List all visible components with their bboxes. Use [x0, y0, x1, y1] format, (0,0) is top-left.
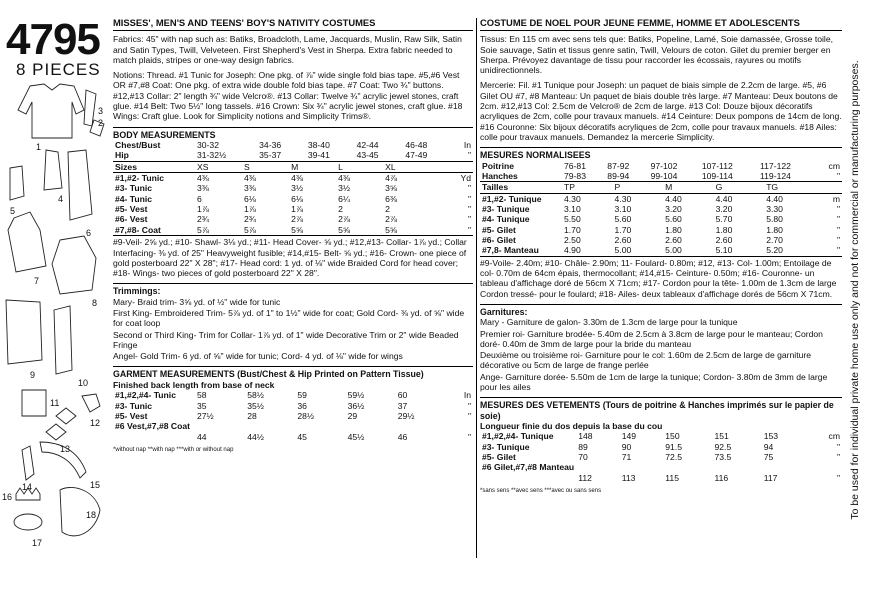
row-label: #5- Vest [115, 410, 148, 421]
unit-cell: " [467, 193, 471, 204]
table-cell: 5.70 [715, 214, 733, 225]
table-cell [576, 462, 620, 472]
table-cell: 3⅝ [385, 183, 398, 194]
row-label: #5- Gilet [482, 452, 516, 463]
table-cell: 148 [578, 431, 593, 442]
table-row [480, 462, 842, 472]
table-cell: 31-32½ [195, 150, 257, 161]
unit-cell: In [463, 390, 471, 401]
table-cell: 5⅝ [385, 224, 398, 235]
table-cell: 150 [665, 431, 680, 442]
piece-label-4: 4 [58, 194, 64, 204]
french-trim-angel: Ange- Garniture dorée- 5.50m de 1cm de large la tunique; Cordon- 3.80m de 3mm de large pour les ailes [480, 371, 828, 393]
table-cell: 2.60 [715, 235, 733, 246]
table-cell: 87-92 [607, 160, 630, 171]
column-divider [476, 18, 477, 558]
table-cell: 58 [197, 390, 207, 401]
table-row [480, 235, 842, 245]
piece-label-14: 14 [22, 482, 33, 492]
table-cell [663, 462, 712, 472]
french-trim-first-king: Premier roi- Garniture brodée- 5.40m de 2.5cm à 3.8cm de large pour le manteau; Cordon doré- 0.40m de 3mm de large pour la bride du manteau [480, 328, 823, 349]
row-label: #1,#2,#4- Tunic [115, 390, 176, 401]
table-row [480, 214, 842, 224]
french-trim-mary: Mary - Garniture de galon- 3.30m de 1.3cm de large pour la tunique [480, 317, 738, 328]
table-cell: 89-94 [605, 171, 648, 182]
french-trimmings-title: Garnitures: [480, 304, 842, 317]
table-cell: 151 [714, 431, 729, 442]
table-cell: 99-104 [649, 171, 700, 182]
table-cell: 5.60 [614, 214, 632, 225]
table-cell: 1.70 [614, 224, 632, 235]
size-cell: XL [383, 162, 430, 173]
table-cell: 2.50 [564, 235, 581, 246]
table-cell: 4.40 [715, 193, 733, 204]
table-cell: 28½ [297, 410, 315, 421]
table-cell: 70 [578, 452, 588, 463]
table-cell: 4⅞ [385, 172, 398, 183]
table-cell: 36 [297, 400, 307, 411]
table-cell: 42-44 [356, 140, 379, 151]
row-label: #7,#8- Coat [115, 224, 161, 235]
table-cell: 4.30 [564, 193, 581, 204]
row-label: #6- Gilet [482, 235, 516, 246]
table-cell: 5.80 [766, 214, 783, 225]
piece-collar-13b [82, 394, 100, 412]
table-cell [195, 421, 245, 431]
unit-cell: " [467, 431, 471, 442]
table-cell: 1⅞ [244, 204, 256, 215]
table-cell [762, 462, 806, 472]
table-cell: 2¾ [244, 214, 256, 225]
english-column [113, 18, 473, 455]
unit-cell: " [836, 203, 840, 214]
table-row [113, 432, 473, 442]
usage-notice-text: To be used for individual private home use only and not for commercial or manufacturing purposes. [849, 60, 861, 520]
piece-head-cover-11 [22, 390, 46, 416]
table-cell: 46 [397, 431, 408, 442]
row-label: Poitrine [482, 160, 514, 171]
table-cell: 35-37 [257, 150, 306, 161]
french-trimmings-list [480, 317, 842, 392]
piece-4 [44, 150, 62, 190]
row-label: #4- Tunique [482, 214, 530, 225]
table-cell: 91.5 [665, 441, 683, 452]
table-cell: 153 [763, 431, 779, 442]
unit-cell: " [836, 452, 840, 463]
piece-label-7: 7 [34, 276, 40, 286]
unit-cell: " [467, 214, 471, 225]
row-label: #3- Tunic [115, 400, 153, 411]
row-label: #5- Vest [115, 204, 148, 215]
table-cell: 5⅞ [244, 224, 256, 235]
english-title: MISSES', MEN'S AND TEENS' BOY'S NATIVITY COSTUMES [113, 18, 473, 31]
piece-label-6: 6 [86, 228, 92, 238]
row-label: #7,8- Manteau [482, 245, 539, 256]
table-cell: 117 [763, 472, 778, 483]
french-garment-table [480, 431, 842, 483]
unit-cell: " [467, 183, 471, 194]
table-cell: 35 [197, 400, 207, 411]
table-cell: 1⅞ [197, 204, 209, 215]
table-row [113, 204, 473, 214]
piece-coat-7 [8, 212, 46, 272]
table-cell: 76-81 [564, 160, 586, 171]
table-cell: 6⅜ [385, 193, 398, 204]
table-cell: 2⅞ [385, 214, 398, 225]
unit-cell: In [463, 140, 471, 151]
sizes-label: Tailles [480, 182, 562, 193]
table-cell [713, 462, 762, 472]
piece-label-5: 5 [10, 206, 16, 216]
size-cell: TP [562, 182, 613, 193]
french-extras: #9-Voile- 2.40m; #10- Châle- 2.90m; 11- Foulard- 0.80m; #12, #13- Col- 1.00m; Entoilage de col- 0.70m de 64cm épais, thermocollant; #14,#15- Ceinture- 0.50m; #16- Couronne- un tableau d'affichage doré de 56cm X 71cm; #17- Cordon pour la tête- 1.00m de 1.3cm de large Cordon tressé- pour le foulard; #18- Ailes- deux tableaux d'affichage dorés de 56cm X 71cm. [480, 256, 842, 299]
table-cell: 6⅛ [291, 193, 304, 204]
unit-cell: " [836, 235, 840, 246]
table-cell: 3⅜ [244, 183, 256, 194]
row-label: #3- Tunic [115, 183, 153, 194]
table-cell: 6⅛ [244, 193, 256, 204]
table-row [480, 431, 842, 441]
table-cell [620, 462, 664, 472]
table-cell: 5.00 [665, 245, 682, 256]
row-label: #6 Gilet,#7,#8 Manteau [482, 462, 575, 473]
table-cell [295, 421, 345, 431]
table-cell: 92.5 [714, 441, 732, 452]
piece-label-17: 17 [32, 538, 43, 548]
english-trimmings-title: Trimmings: [113, 283, 473, 296]
table-cell: 34-36 [259, 140, 282, 151]
table-row [113, 194, 473, 204]
piece-shawl-10 [54, 306, 72, 374]
english-footnote: *without nap **with nap ***with or without nap [113, 447, 234, 454]
row-label: #3- Tunique [482, 441, 530, 452]
table-cell: 3.30 [766, 203, 783, 214]
french-footnote: *sans sens **avec sens ***avec ou sans sens [480, 488, 602, 495]
table-cell: 36½ [347, 400, 365, 411]
table-cell: 75 [763, 452, 774, 463]
row-label [480, 473, 576, 483]
unit-cell [805, 462, 842, 472]
table-cell: 2 [385, 204, 390, 215]
english-trim-angel: Angel- Gold Trim- 6 yd. of ⅝" wide for tunic; Cord- 4 yd. of ⅛" wide for wings [113, 351, 403, 362]
table-cell: 59 [297, 390, 307, 401]
table-cell: 46-48 [405, 140, 428, 151]
unit-cell: " [467, 400, 471, 411]
table-cell: 113 [621, 472, 636, 483]
table-cell: 73.5 [714, 452, 732, 463]
table-cell: 2.60 [614, 235, 632, 246]
table-cell: 94 [763, 441, 774, 452]
french-fabrics: Tissus: En 115 cm avec sens tels que: Batiks, Popeline, Lamé, Soie damassée, Grosse toile, Soie sauvage, Satin et tissus genre satin, Twill, Velours de coton. Gilet du premier berger en Sherpa. Prévoyez davantage de tissu pour raccorder les écossais, rayures ou motifs unidirectionnels. [480, 34, 833, 76]
table-row [113, 172, 473, 183]
table-cell: 1.80 [665, 224, 682, 235]
piece-label-10: 10 [78, 378, 89, 388]
table-cell: 6 [197, 193, 202, 204]
table-cell: 2 [338, 204, 343, 215]
table-cell: 109-114 [700, 171, 758, 182]
table-cell: 5⅝ [291, 224, 304, 235]
table-row [113, 400, 473, 410]
table-cell: 107-112 [701, 160, 733, 171]
table-cell: 3⅜ [197, 183, 209, 194]
row-label: #4- Tunic [115, 193, 153, 204]
table-row [480, 204, 842, 214]
size-cell: TG [764, 182, 815, 193]
table-cell: 79-83 [562, 171, 605, 182]
unit-cell: " [467, 204, 471, 215]
unit-cell: " [467, 410, 471, 421]
row-label: Hip [113, 150, 195, 161]
table-cell: 5.60 [665, 214, 682, 225]
english-garment-table [113, 390, 473, 442]
french-garment-title: MESURES DES VETEMENTS (Tours de poitrine & Hanches imprimés sur le papier de soie) [480, 397, 842, 421]
piece-veil-9 [6, 300, 42, 364]
row-label: Chest/Bust [115, 140, 161, 151]
table-cell: 5.10 [715, 245, 733, 256]
table-row [480, 452, 842, 462]
table-cell: 2.70 [766, 235, 783, 246]
pattern-pieces-column [0, 0, 110, 606]
french-body-measurements-title: MESURES NORMALISEES [480, 147, 842, 160]
unit-cell: " [816, 171, 842, 182]
table-cell: 2¾ [197, 214, 209, 225]
table-cell: 115 [665, 472, 679, 483]
row-label: #1,#2- Tunic [115, 172, 165, 183]
unit-cell: " [836, 245, 840, 256]
table-cell: 90 [621, 441, 632, 452]
table-cell: 47-49 [403, 150, 452, 161]
sizes-row [113, 162, 473, 173]
table-cell: 4.40 [766, 193, 783, 204]
pattern-number: 4795 [6, 15, 100, 64]
piece-label-1: 1 [36, 142, 42, 152]
table-cell: 44 [197, 431, 207, 442]
english-trimmings-list [113, 297, 473, 362]
size-cell: P [613, 182, 664, 193]
french-title: COSTUME DE NOEL POUR JEUNE FEMME, HOMME ET ADOLESCENTS [480, 18, 842, 31]
table-cell: 30-32 [197, 140, 219, 151]
table-cell: 2.60 [665, 235, 682, 246]
english-garment-title: GARMENT MEASUREMENTS (Bust/Chest & Hip Printed on Pattern Tissue) [113, 366, 473, 379]
row-label: Hanches [480, 171, 562, 182]
size-cell: XS [195, 162, 242, 173]
piece-label-9: 9 [30, 370, 36, 380]
table-row [113, 183, 473, 193]
piece-label-11: 11 [50, 398, 60, 408]
row-label: #3- Tunique [482, 203, 530, 214]
table-cell: 117-122 [760, 160, 791, 171]
unit-cell: " [836, 224, 840, 235]
french-yardage-table [480, 182, 842, 256]
size-cell: S [242, 162, 289, 173]
english-body-measurements-title: BODY MEASUREMENTS [113, 127, 473, 140]
piece-label-13: 13 [60, 444, 71, 454]
table-cell: 4⅜ [338, 172, 351, 183]
table-cell: 35½ [247, 400, 264, 411]
table-row [113, 411, 473, 421]
table-row [480, 225, 842, 235]
table-cell: 2⅞ [338, 214, 351, 225]
english-garment-sub: Finished back length from base of neck [113, 379, 275, 390]
french-body-table [480, 161, 842, 183]
table-cell: 3.10 [614, 203, 632, 214]
table-cell [346, 421, 396, 431]
english-yardage-table [113, 162, 473, 236]
table-cell: 29 [347, 410, 358, 421]
table-cell: 3½ [291, 183, 304, 194]
sizes-label: Sizes [113, 162, 195, 173]
piece-vest-6 [68, 150, 92, 220]
table-cell: 2⅞ [291, 214, 304, 225]
english-notions: Notions: Thread. #1 Tunic for Joseph: One pkg. of ⅞" wide single fold bias tape. #5,#6 Vest OR #7,#8 Coat: One pkg. of extra wide double fold bias tape. #7 Coat: Two ¾" buttons. #12,#13 Collar: 2" length ¾" wide Velcro®. #13 Collar: Twelve ¾" acrylic jewel stones, craft glue. #14 Belt: Two 5½" long tassels. #16 Crown: Six ¾" acrylic jewel stones, craft glue. #18 Wings: Craft glue. Look for Simplicity notions and Simplicity Trims®. [113, 70, 463, 122]
unit-cell: cm [828, 160, 840, 171]
table-cell: 5.20 [766, 245, 783, 256]
table-row [480, 473, 842, 483]
table-cell: 59½ [347, 390, 365, 401]
piece-label-3: 3 [98, 106, 104, 116]
table-row [480, 442, 842, 452]
unit-cell: cm [828, 431, 840, 442]
table-cell: 4⅜ [291, 172, 304, 183]
sizes-row [480, 182, 842, 193]
size-cell: G [714, 182, 765, 193]
table-cell: 5⅞ [197, 224, 209, 235]
unit-cell: " [452, 150, 473, 161]
table-row [480, 161, 842, 171]
table-row [113, 150, 473, 161]
table-cell: 1⅞ [291, 204, 304, 215]
piece-label-15: 15 [90, 480, 101, 490]
table-cell: 4.30 [614, 193, 632, 204]
table-cell: 1.70 [564, 224, 581, 235]
table-cell: 97-102 [650, 160, 678, 171]
piece-label-12: 12 [90, 418, 101, 428]
table-cell: 45 [297, 431, 307, 442]
piece-collar-13 [46, 424, 66, 440]
table-cell: 38-40 [307, 140, 330, 151]
piece-vest-5 [10, 166, 24, 200]
usage-notice [845, 20, 865, 560]
table-cell: 5.50 [564, 214, 581, 225]
table-row [113, 140, 473, 150]
table-cell: 71 [621, 452, 632, 463]
piece-label-16: 16 [2, 492, 13, 502]
table-row [480, 171, 842, 182]
table-row [113, 390, 473, 400]
english-fabrics: Fabrics: 45" with nap such as: Batiks, Broadcloth, Lame, Jacquards, Muslin, Raw Silk, Satin and Satin Types, Twill, Velveteen. First Shepherd's Vest in Sherpa. Extra fabric needed to match plaids, stripes or one-way design fabrics. [113, 34, 462, 65]
table-row [113, 225, 473, 235]
table-cell: 89 [578, 441, 588, 452]
table-cell: 1.80 [715, 224, 733, 235]
pieces-count: 8 PIECES [16, 60, 101, 79]
table-cell: 116 [714, 472, 729, 483]
table-cell: 5⅝ [338, 224, 351, 235]
table-row [113, 421, 473, 431]
unit-cell [430, 162, 473, 173]
row-label: #5- Gilet [482, 224, 516, 235]
table-cell: 43-45 [355, 150, 404, 161]
table-cell: 27½ [197, 410, 214, 421]
unit-cell: m [832, 193, 840, 204]
piece-cord-17 [14, 514, 42, 530]
table-cell: 45½ [347, 431, 365, 442]
piece-label-8: 8 [92, 298, 98, 308]
table-cell: 6¼ [338, 193, 351, 204]
row-label: #1,#2,#4- Tunique [482, 431, 554, 442]
table-cell: 3½ [338, 183, 351, 194]
unit-cell: " [836, 472, 840, 483]
table-cell [245, 421, 295, 431]
table-cell: 39-41 [306, 150, 355, 161]
row-label: #6- Vest [115, 214, 148, 225]
english-trim-second-king: Second or Third King- Trim for Collar- 1⅞ yd. of 1" wide Decorative Trim or 2" wide Beaded Fringe [113, 329, 459, 350]
english-extras: #9-Veil- 2⅝ yd.; #10- Shawl- 3⅛ yd.; #11- Head Cover- ⅝ yd.; #12,#13- Collar- 1⅞ yd.; Collar Interfacing- ⅜ yd. of 25" Heavyweight fusible; #14,#15- Belt- ⅝ yd.; #16- Crown- one piece of gold posterboard 22" X 28"; #17- Head cord: 1 yd. of ⅛" wide Braided Cord for head cover; #18- Wings- two pieces of gold posterboard 22" X 28". [113, 235, 473, 278]
english-trim-mary: Mary- Braid trim- 3⅝ yd. of ½" wide for tunic [113, 296, 281, 307]
french-garment-sub: Longueur finie du dos depuis la base du cou [480, 420, 663, 431]
table-cell: 3.20 [665, 203, 682, 214]
table-cell: 4⅜ [244, 172, 256, 183]
unit-cell: " [467, 224, 471, 235]
table-cell: 4⅜ [197, 172, 209, 183]
table-cell: 4.90 [564, 245, 581, 256]
size-cell: M [289, 162, 336, 173]
table-cell: 3.20 [715, 203, 733, 214]
piece-belt-14 [22, 446, 34, 480]
english-body-table [113, 140, 473, 162]
table-cell: 3.10 [564, 203, 581, 214]
english-trim-first-king: First King- Embroidered Trim- 5⅞ yd. of 1" to 1½" wide for coat; Gold Cord- ⅜ yd. of ⅝" wide for coat loop [113, 307, 465, 329]
table-row [113, 214, 473, 224]
table-cell [396, 421, 446, 431]
row-label: #1,#2- Tunique [482, 193, 542, 204]
table-cell: 60 [397, 390, 408, 401]
size-cell: M [663, 182, 714, 193]
unit-cell [815, 182, 842, 193]
table-cell: 44½ [247, 431, 264, 442]
table-cell: 5.00 [614, 245, 632, 256]
piece-coat-8 [52, 236, 96, 294]
unit-cell [446, 421, 473, 431]
piece-label-2: 2 [98, 118, 104, 128]
unit-cell: " [836, 214, 840, 225]
table-cell: 28 [247, 410, 257, 421]
unit-cell: Yd [460, 172, 471, 183]
table-row [480, 245, 842, 255]
french-trim-second-king: Deuxième ou troisième roi- Garniture pour le col: 1.60m de 2.5cm de large de garniture décorative ou 5cm de large de frange perlée [480, 350, 812, 371]
french-column [480, 18, 842, 497]
size-cell: L [336, 162, 383, 173]
piece-collar-12 [56, 408, 76, 424]
table-cell: 119-124 [758, 171, 816, 182]
table-cell: 149 [621, 431, 637, 442]
french-notions: Mercerie: Fil. #1 Tunique pour Joseph: un paquet de biais simple de 2.2cm de large. #5, #6 Gilet OU #7, #8 Manteau: Un paquet de biais double très large. #7 Manteau: Deux boutons de 2cm. #12,#13 Col: 2.5cm de Velcro® de 2cm de large. #13 Col: Douze bijoux décoratifs acryliques de 2cm, colle pour travaux manuels. #14 Ceinture: Deux pompons de 14cm de long. #16 Couronne: Six bijoux décoratifs acryliques de 2cm, colle pour travaux manuels. #18 Ailes: colle pour travaux manuels. Demandez la mercerie Simplicity. [480, 80, 842, 142]
piece-tunic-1 [18, 84, 84, 138]
table-row [480, 193, 842, 204]
table-cell: 72.5 [665, 452, 683, 463]
unit-cell: " [836, 441, 840, 452]
piece-label-18: 18 [86, 510, 97, 520]
table-cell: 112 [578, 472, 592, 483]
table-cell: 4.40 [665, 193, 682, 204]
table-cell: 1.80 [766, 224, 783, 235]
row-label [113, 432, 195, 442]
pattern-pieces-illustration [0, 80, 110, 550]
table-cell: 58½ [247, 390, 264, 401]
table-cell: 37 [397, 400, 408, 411]
row-label: #6 Vest,#7,#8 Coat [115, 421, 191, 432]
table-cell: 29½ [397, 410, 415, 421]
